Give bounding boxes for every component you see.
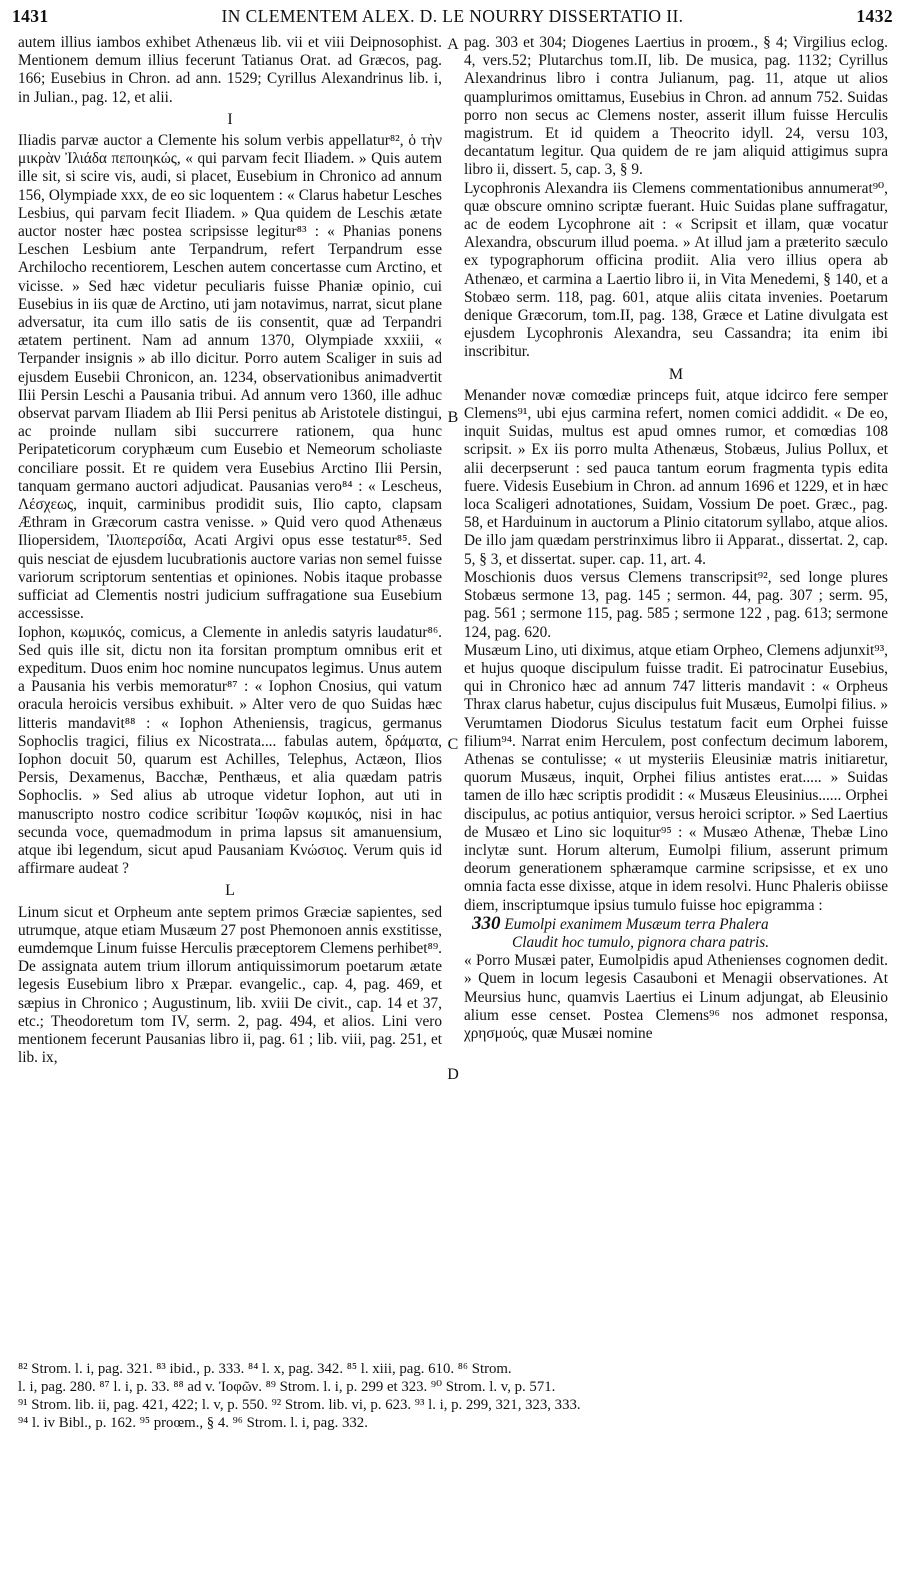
margin-letter-c: C <box>447 736 459 753</box>
margin-letter-b: B <box>447 409 459 426</box>
paragraph: pag. 303 et 304; Diogenes Laertius in proœm., § 4; Virgilius eclog. 4, vers.52; Plutarchus tom.II, lib. De musica, pag. 1132; Cyrillus Alexandrinus libro i contra Julianum, pag. 11, atque ut alios quamplurimos omittamus, Eusebius in Chron. ad annum 752. Suidas porro non secus ac Clemens noster, asserit illum fuisse Herculis magistrum. Et id quidem a Theocrito idyll. 24, versu 103, decantatum legitur. Qua quidem de re jam aliquid attigimus supra libro ii, dissert. 5, cap. 3, § 9. <box>464 34 888 179</box>
footnote-line: ⁹¹ Strom. lib. ii, pag. 421, 422; l. v, p. 550. ⁹² Strom. lib. vi, p. 623. ⁹³ l. i, p. 299, 321, 323, 333. <box>18 1397 581 1413</box>
page-mark: 330 <box>472 912 501 934</box>
right-column-number: 1432 <box>856 6 893 26</box>
paragraph-linum: Linum sicut et Orpheum ante septem primos Græciæ sapientes, sed utrumque, atque etiam Musæum 27 post Phemonoen annis exstitisse, eumdemque Linum fuisse Herculis præceptorem Clemens perhibet⁸⁹. De assignata autem trium illorum antiquissimorum poetarum ætate legesis Eusebium libro x Præpar. evangelic., cap. 4, pag. 469, et sæpius in Chronico ; Augustinum, lib. xviii De civit., cap. 14 et 37, etc.; Theodoretum tom IV, serm. 2, pag. 494, et alios. Lini vero mentionem fecerunt Pausanias libro ii, pag. 61 ; lib. viii, pag. 251, et lib. ix, <box>18 903 442 1067</box>
running-title: IN CLEMENTEM ALEX. D. LE NOURRY DISSERTATIO II. <box>221 6 684 26</box>
paragraph: « Porro Musæi pater, Eumolpidis apud Athenienses cognomen dedit. » Quem in locum legesis Casauboni et Menagii observationes. At Meursius hunc, quamvis Laertius ei Linum adjungat, ab Eleusinio alium esse censet. Postea Clemens⁹⁶ nos admonet responsa, χρησμούς, quæ Musæi nomine <box>464 952 888 1042</box>
paragraph-lycophronis: Lycophronis Alexandra iis Clemens commentationibus annumerat⁹⁰, quæ obscure omnino scriptæ fuerant. Huic Suidas plane suffragatur, ac de eodem Lycophrone ait : « Scripsit et illam, quæ vocatur Alexandra, obscurum illud poema. » At illud jam a præterito sæculo ex typographorum officina prodiit. Alia vero illius opera ab Athenæo, et carmina a Laertio libro ii, in Vita Menedemi, § 140, et a Stobæo serm. 118, pag. 601, atque aliis citata invenies. Poetarum denique Græcorum, tom.II, pag. 138, Græce et Latine divulgata est ejusdem Lycophronis Alexandra, seu Cassandra; ita enim ibi inscribitur. <box>464 179 888 361</box>
paragraph-iophon: Iophon, κωμικός, comicus, a Clemente in anledis satyris laudatur⁸⁶. Sed quis ille sit, dictu non ita forsitan promptum omnibus erit et expeditum. Duos enim hoc nomine nuncupatos legimus. Unus autem a Pausania his verbis memoratur⁸⁷ : « Iophon Cnosius, qui vatum oracula heroicis versibus exhibuit. » Alter vero de quo Suidas hæc litteris mandavit⁸⁸ : « Iophon Atheniensis, tragicus, germanus Sophoclis tragici, filius ex Nicostrata.... fabulas autem, δράματα, Iophon docuit 50, quarum est Achilles, Telephus, Actæon, Ilios Persis, Dexamenus, Bacchæ, Penthæus, et alia quædam patris Sophoclis. » Sed alius ab utroque videtur Iophon, aut uti in manuscripto nostro codice scribitur Ἰωφῶν κωμικός, nisi in hac secunda voce, quemadmodum in prima lapsus sit amanuensium, atque ibi legendum, sicut apud Pausaniam Κνώσιος. Verum quis id affirmare audeat ? <box>18 623 442 878</box>
verse-text: Eumolpi exanimem Musæum terra Phalera <box>504 915 769 933</box>
paragraph-musaeum: Musæum Lino, uti diximus, atque etiam Orpheo, Clemens adjunxit⁹³, et hujus quoque discipulum fuisse tradit. Ei patrocinatur Eusebius, qui in Chronico hæc ad annum 747 litteris mandavit : « Orpheus Thrax clarus habetur, cujus discipulus fuit Musæus, Eumolpi filius. » Verumtamen Diodorus Siculus testatum facit eum Orphei fuisse filium⁹⁴. Narrat enim Herculem, post confectum decimum laborem, Athenas se contulisse; « ut mysteriis Eleusiniæ matris initiaretur, quorum Musæus, inquit, Orphei filius antistes erat..... » Suidas tamen de illo hæc scriptis prodidit : « Musæus Eleusinius...... Orphei discipulus, ac potius antiquior, versus heroici scriptor. » Sed Laertius de Musæo et Lino sic loquitur⁹⁵ : « Musæo Athenæ, Thebæ Lino inclytæ sunt. Horum alterum, Eumolpi filium, asserunt primum deorum generationem sphæramque carmine scripsisse, et ex uno omnia facta esse dixisse, atque in idem resolvi. Hunc Phaleris obiisse diem, inscriptumque ipsius tumulo fuisse hoc epigramma : <box>464 641 888 914</box>
paragraph: autem illius iambos exhibet Athenæus lib. vii et viii Deipnosophist. Mentionem demum illius fecerunt Tatianus Orat. ad Græcos, pag. 166; Eusebius in Chron. ad ann. 1529; Cyrillus Alexandrinus lib. i, in Julian., pag. 12, et alii. <box>18 34 442 106</box>
left-column-number: 1431 <box>12 6 49 26</box>
footnotes <box>18 1360 888 1432</box>
epigram-line-2: Claudit hoc tumulo, pignora chara patris. <box>512 933 770 951</box>
footnote-line: ⁸² Strom. l. i, pag. 321. ⁸³ ibid., p. 333. ⁸⁴ l. x, pag. 342. ⁸⁵ l. xiii, pag. 610. ⁸⁶ Strom. <box>18 1361 512 1377</box>
paragraph-moschionis: Moschionis duos versus Clemens transcripsit⁹², sed longe plures Stobæus sermone 13, pag. 145 ; sermon. 44, pag. 307 ; serm. 95, pag. 561 ; sermone 115, pag. 585 ; sermone 122 , pag. 613; sermone 124, pag. 620. <box>464 568 888 641</box>
paragraph-iliadis: Iliadis parvæ auctor a Clemente his solum verbis appellatur⁸², ὁ τὴν μικρὰν Ἰλιάδα πεποιηκώς, « qui parvam fecit Iliadem. » Quis autem ille sit, si scire vis, audi, si placet, Eusebium in Chronico ad annum 156, Olympiade xxx, de eo sic loquentem : « Clarus habetur Lesches Lesbius, qui parvam fecit Iliadem. » Qua quidem de Leschis ætate auctor noster hæc postea scripsisse legitur⁸³ : « Phanias ponens Leschen Lesbium ante Terpandrum, refert Terpandrum esse Archilocho recentiorem, Leschen autem concertasse cum Arctino, et vicisse. » Sed hæc videtur peculiaris fuisse Phaniæ opinio, cui Eusebius in iis quæ de Arctino, uti jam notavimus, narrat, sicut plane adversatur, ita cum illo satis de iis consentit, quæ ad Terpandri ætatem pertinent. Nam ad annum 1370, Olympiade xxxiii, « Terpander insignis » ab illo dicitur. Porro autem Scaliger in suis ad ejusdem Eusebii Chronicon, an. 1234, observationibus animadvertit Ilii Persin Leschi a Pausania tribui. Ad annum vero 1360, ille adhuc observat parvam Iliadem ab Ilii Persi penitus ab Aristotele distingui, ac proinde nullam sibi succurrere rationem, qua hunc Peripateticorum coryphæum cum Eusebio et Nemeorum scholiaste conciliare possit. Et re quidem vera Eusebius Arctino Ilii Persin, tanquam germano auctori adjudicat. Pausanias vero⁸⁴ : « Lescheus, Λέσχεως, inquit, carminibus prodidit suis, Ilio capto, clapsam Æthram in Græcorum castra venisse. » Quid vero quod Athenæus Iliopersidem, Ἰλιοπερσίδα, Acati Argivi opus esse testatur⁸⁵. Sed quis nesciat de ejusdem lucubrationis auctore varias non semel fuisse variorum scriptorum sententias et opiniones. Nobis itaque probasse sufficiat ad Clementis nostri judicium suffragatione sua Eusebium accessisse. <box>18 132 442 623</box>
left-column <box>18 34 442 1354</box>
paragraph-menander: Menander novæ comœdiæ princeps fuit, atque idcirco fere semper Clemens⁹¹, ubi ejus carmina refert, nomen comici addidit. « De eo, inquit Suidas, multus est apud omnes rumor, et comœdias 108 scripsit. » Ex iis porro multa Athenæus, Stobæus, Julius Pollux, et alii decerpserunt : sed pauca tantum eorum fragmenta typis edita fuere. Videsis Eusebium in Chron. ad annum 1696 et 1229, et in hæc loca Scaligeri adnotationes, Suidam, Vossium De poet. Græc., pag. 58, et Harduinum in auctorum a Plinio citatorum syllabo, atque alios. De illo jam quædam perstrinximus libro ii Apparat., dissertat. 2, cap. 5, § 3, et dissertat. super. cap. 11, art. 4. <box>464 386 888 568</box>
epigram-line-1 <box>464 912 888 934</box>
right-column <box>464 34 888 1354</box>
footnote-line: l. i, pag. 280. ⁸⁷ l. i, p. 33. ⁸⁸ ad v. Ἰοφῶν. ⁸⁹ Strom. l. i, p. 299 et 323. ⁹⁰ Strom. l. v, p. 571. <box>18 1379 556 1395</box>
section-heading-m: M <box>668 365 684 383</box>
page-header <box>12 6 893 32</box>
margin-letter-a: A <box>447 36 459 53</box>
margin-letter-d: D <box>447 1066 459 1083</box>
section-heading-i: I <box>227 110 233 128</box>
section-heading-l: L <box>225 882 235 900</box>
footnote-line: ⁹⁴ l. iv Bibl., p. 162. ⁹⁵ proœm., § 4. ⁹⁶ Strom. l. i, pag. 332. <box>18 1415 368 1431</box>
